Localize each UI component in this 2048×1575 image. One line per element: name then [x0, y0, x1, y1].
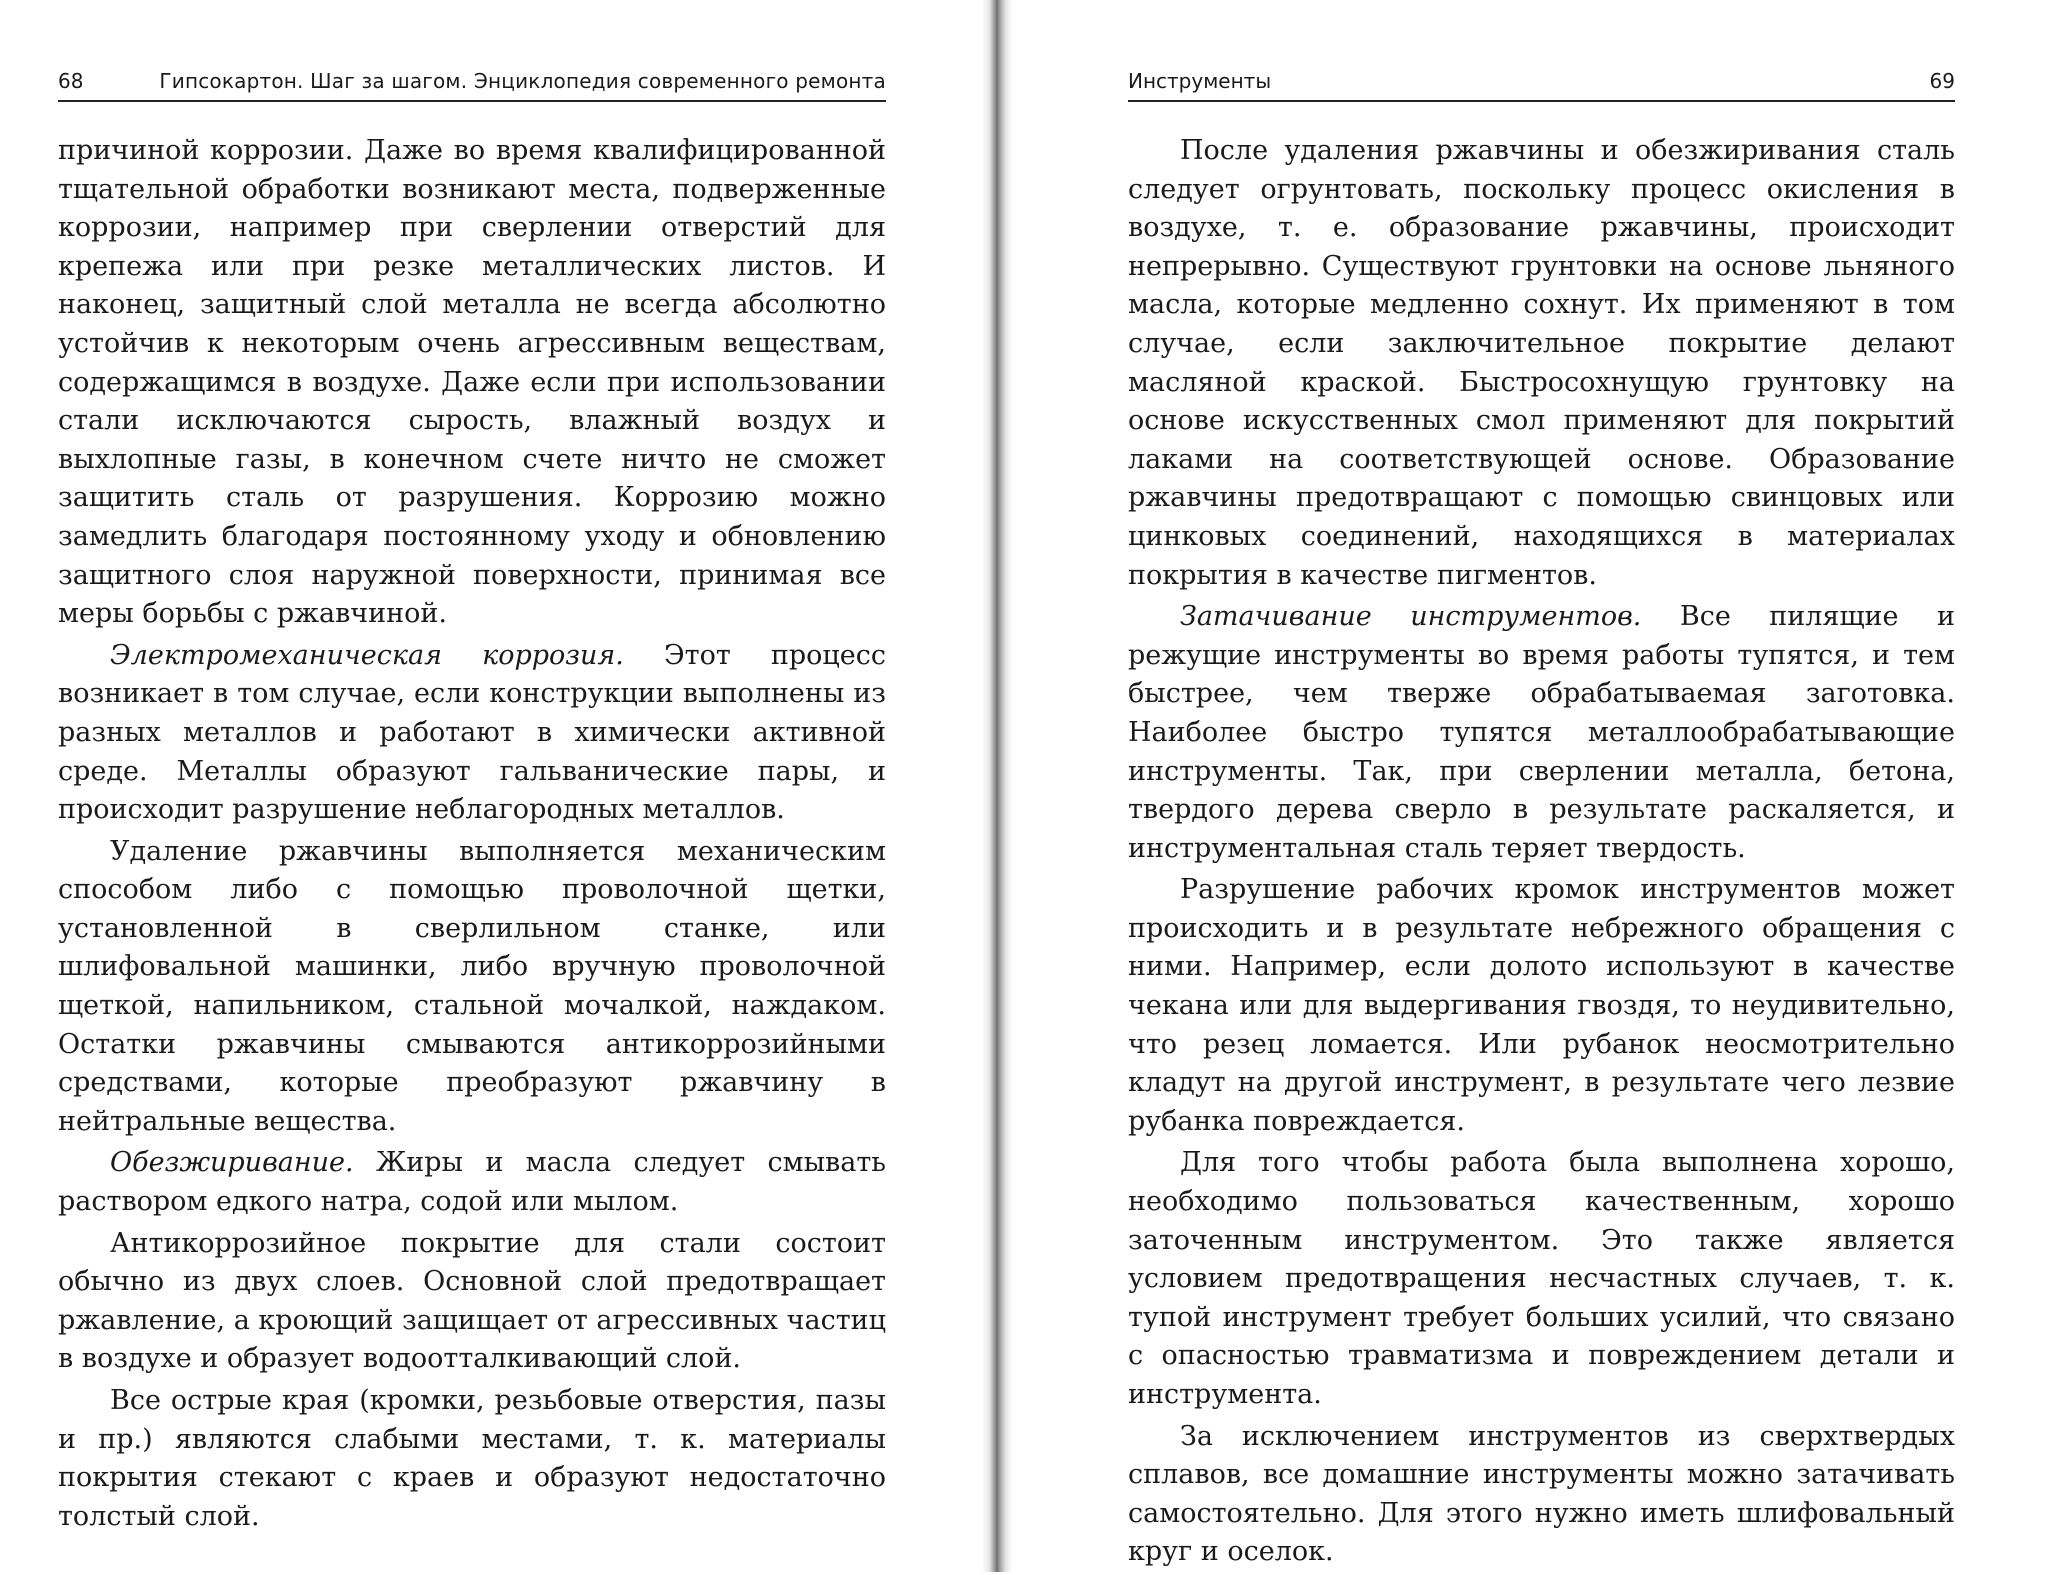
paragraph-text: Удаление ржавчины выполняется механическим способом либо с помощью проволочной щетки, установленной в сверлильном станке, или шлифовальной машинки, либо вручную проволочной щеткой, напильником, стальной мочалкой, наждаком. Остатки ржавчины смываются антикоррозийными средствами, которые преобразуют ржавчину в нейтральные вещества.: [58, 835, 886, 1137]
paragraph-text: Жиры и масла следует смывать раствором едкого натра, содой или мылом.: [58, 1147, 886, 1218]
paragraph-text: Для того чтобы работа была выполнена хорошо, необходимо пользоваться качественным, хорошо заточенным инструментом. Это также является условием предотвращения несчастных случаев, т. к. тупой инструмент требует больших усилий, что связано с опасностью травматизма и повреждением детали и инструмента.: [1128, 1147, 1955, 1410]
paragraph: [58, 132, 886, 634]
paragraph: [58, 833, 886, 1142]
paragraph: [58, 637, 886, 830]
paragraph: [58, 1144, 886, 1221]
paragraph-lead: Затачивание инструментов.: [1180, 601, 1642, 633]
right-page: [1128, 0, 1955, 1572]
paragraph: [1128, 598, 1955, 868]
paragraph-text: Антикоррозийное покрытие для стали состоит обычно из двух слоев. Основной слой предотвращает ржавление, а кроющий защищает от агрессивных частиц в воздухе и образует водоотталкивающий слой.: [58, 1227, 886, 1375]
paragraph-text: Все пилящие и режущие инструменты во время работы тупятся, и тем быстрее, чем тверже обрабатываемая заготовка. Наиболее быстро тупятся металлообрабатывающие инструменты. Так, при сверлении металла, бетона, твердого дерева сверло в результате раскаляется, и инструментальная сталь теряет твердость.: [1128, 601, 1955, 864]
left-page: [58, 0, 886, 1572]
running-title-right: Инструменты: [1128, 69, 1272, 93]
right-page-body: [1128, 132, 1955, 1575]
paragraph-lead: Обезжиривание.: [110, 1147, 354, 1179]
paragraph-text: Разрушение рабочих кромок инструментов может происходить и в результате небрежного обращения с ними. Например, если долото используют в качестве чекана или для выдергивания гвоздя, то неудивительно, что резец ломается. Или рубанок неосмотрительно кладут на другой инструмент, в результате чего лезвие рубанка повреждается.: [1128, 874, 1955, 1137]
paragraph-text: После удаления ржавчины и обезжиривания сталь следует огрунтовать, поскольку процесс окисления в воздухе, т. е. образование ржавчины, происходит непрерывно. Существуют грунтовки на основе льняного масла, которые медленно сохнут. Их применяют в том случае, если заключительное покрытие делают масляной краской. Быстросохнущую грунтовку на основе искусственных смол применяют для покрытий лаками на соответствующей основе. Образование ржавчины предотвращают с помощью свинцовых или цинковых соединений, находящихся в материалах покрытия в качестве пигментов.: [1128, 135, 1955, 591]
paragraph-lead: Электромеханическая коррозия.: [110, 639, 624, 671]
left-running-head: [58, 66, 886, 102]
paragraph: [1128, 132, 1955, 595]
paragraph: [58, 1225, 886, 1379]
paragraph-text: Этот процесс возникает в том случае, если конструкции выполнены из разных металлов и работают в химически активной среде. Металлы образуют гальванические пары, и происходит разрушение неблагородных металлов.: [58, 639, 887, 826]
page-number-left: 68: [58, 69, 84, 93]
paragraph-text: За исключением инструментов из сверхтвердых сплавов, все домашние инструменты можно затачивать самостоятельно. Для этого нужно иметь шлифовальный круг и оселок.: [1128, 1420, 1955, 1568]
right-running-head: [1128, 66, 1955, 102]
paragraph-text: причиной коррозии. Даже во время квалифицированной тщательной обработки возникают места, подверженные коррозии, например при сверлении отверстий для крепежа или при резке металлических листов. И наконец, защитный слой металла не всегда абсолютно устойчив к некоторым очень агрессивным веществам, содержащимся в воздухе. Даже если при использовании стали исключаются сырость, влажный воздух и выхлопные газы, в конечном счете ничто не сможет защитить сталь от разрушения. Коррозию можно замедлить благодаря постоянному уходу и обновлению защитного слоя наружной поверхности, принимая все меры борьбы с ржавчиной.: [58, 135, 886, 630]
paragraph-text: Все острые края (кромки, резьбовые отверстия, пазы и пр.) являются слабыми местами, т. к. материалы покрытия стекают с краев и образуют недостаточно толстый слой.: [58, 1385, 886, 1532]
paragraph: [58, 1382, 886, 1536]
paragraph: [1128, 1144, 1955, 1414]
left-page-body: [58, 132, 886, 1539]
page-number-right: 69: [1929, 69, 1955, 93]
book-gutter: [982, 0, 1012, 1572]
paragraph: [1128, 1418, 1955, 1572]
paragraph: [1128, 871, 1955, 1141]
running-title-left: Гипсокартон. Шаг за шагом. Энциклопедия современного ремонта: [159, 69, 886, 93]
